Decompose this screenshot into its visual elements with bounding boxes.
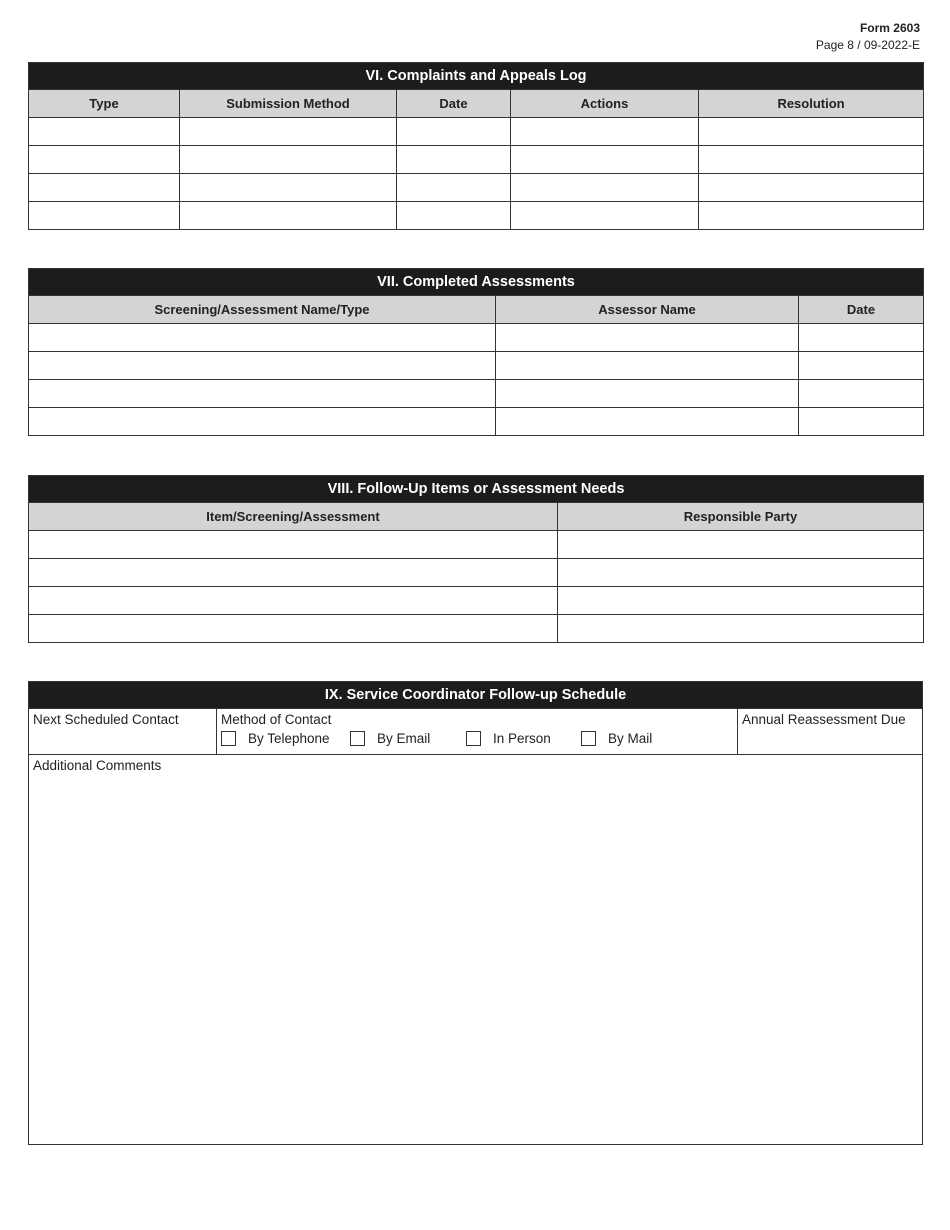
input-cell[interactable] xyxy=(799,380,924,408)
input-cell[interactable] xyxy=(180,146,397,174)
column-header: Submission Method xyxy=(180,90,397,118)
follow-up-schedule-table xyxy=(28,681,923,1145)
option-in-person[interactable] xyxy=(466,731,581,746)
table-row xyxy=(29,531,924,559)
input-cell[interactable] xyxy=(29,324,496,352)
table-row xyxy=(29,408,924,436)
section-title: VII. Completed Assessments xyxy=(29,269,924,296)
table-row xyxy=(29,615,924,643)
input-cell[interactable] xyxy=(496,324,799,352)
input-cell[interactable] xyxy=(699,118,924,146)
column-header: Screening/Assessment Name/Type xyxy=(29,296,496,324)
table-row xyxy=(29,587,924,615)
input-cell[interactable] xyxy=(29,531,558,559)
mail-checkbox[interactable] xyxy=(581,731,596,746)
input-cell[interactable] xyxy=(496,408,799,436)
additional-comments-field[interactable] xyxy=(29,755,923,1145)
input-cell[interactable] xyxy=(29,202,180,230)
column-header: Date xyxy=(397,90,511,118)
follow-up-items-table xyxy=(28,475,924,643)
input-cell[interactable] xyxy=(397,146,511,174)
input-cell[interactable] xyxy=(397,174,511,202)
input-cell[interactable] xyxy=(29,559,558,587)
section-title: VIII. Follow-Up Items or Assessment Needs xyxy=(29,476,924,503)
input-cell[interactable] xyxy=(699,202,924,230)
input-cell[interactable] xyxy=(511,174,699,202)
annual-reassessment-field[interactable] xyxy=(738,709,923,755)
table-row xyxy=(29,118,924,146)
column-header: Responsible Party xyxy=(558,503,924,531)
completed-assessments-table xyxy=(28,268,924,436)
option-mail[interactable] xyxy=(581,731,710,746)
option-telephone[interactable] xyxy=(221,731,350,746)
method-label: Method of Contact xyxy=(221,712,332,727)
table-row xyxy=(29,380,924,408)
comments-label: Additional Comments xyxy=(33,758,162,773)
input-cell[interactable] xyxy=(511,118,699,146)
option-label: By Telephone xyxy=(248,731,330,746)
page-info: Page 8 / 09-2022-E xyxy=(815,38,920,52)
input-cell[interactable] xyxy=(699,146,924,174)
input-cell[interactable] xyxy=(558,587,924,615)
section-title: IX. Service Coordinator Follow-up Schedule xyxy=(29,682,923,709)
column-header: Assessor Name xyxy=(496,296,799,324)
input-cell[interactable] xyxy=(799,352,924,380)
table-row xyxy=(29,146,924,174)
input-cell[interactable] xyxy=(29,118,180,146)
input-cell[interactable] xyxy=(180,118,397,146)
column-header: Type xyxy=(29,90,180,118)
input-cell[interactable] xyxy=(180,174,397,202)
table-row xyxy=(29,202,924,230)
input-cell[interactable] xyxy=(29,146,180,174)
input-cell[interactable] xyxy=(397,202,511,230)
section-title: VI. Complaints and Appeals Log xyxy=(29,63,924,90)
column-header: Item/Screening/Assessment xyxy=(29,503,558,531)
input-cell[interactable] xyxy=(29,380,496,408)
input-cell[interactable] xyxy=(558,615,924,643)
input-cell[interactable] xyxy=(397,118,511,146)
form-header xyxy=(816,20,920,54)
input-cell[interactable] xyxy=(496,380,799,408)
input-cell[interactable] xyxy=(511,146,699,174)
input-cell[interactable] xyxy=(558,531,924,559)
input-cell[interactable] xyxy=(29,408,496,436)
complaints-appeals-table xyxy=(28,62,924,230)
input-cell[interactable] xyxy=(799,408,924,436)
telephone-checkbox[interactable] xyxy=(221,731,236,746)
option-label: In Person xyxy=(493,731,551,746)
input-cell[interactable] xyxy=(496,352,799,380)
column-header: Actions xyxy=(511,90,699,118)
input-cell[interactable] xyxy=(29,615,558,643)
column-header: Resolution xyxy=(699,90,924,118)
input-cell[interactable] xyxy=(29,352,496,380)
input-cell[interactable] xyxy=(29,174,180,202)
input-cell[interactable] xyxy=(511,202,699,230)
next-scheduled-contact-field[interactable] xyxy=(29,709,217,755)
option-label: By Mail xyxy=(608,731,653,746)
annual-label: Annual Reassessment Due xyxy=(742,712,906,727)
table-row xyxy=(29,352,924,380)
table-row xyxy=(29,559,924,587)
in-person-checkbox[interactable] xyxy=(466,731,481,746)
option-email[interactable] xyxy=(350,731,466,746)
input-cell[interactable] xyxy=(180,202,397,230)
method-of-contact-field xyxy=(217,709,738,755)
input-cell[interactable] xyxy=(29,587,558,615)
next-contact-label: Next Scheduled Contact xyxy=(33,712,179,727)
email-checkbox[interactable] xyxy=(350,731,365,746)
form-number: Form 2603 xyxy=(859,21,920,35)
input-cell[interactable] xyxy=(799,324,924,352)
table-row xyxy=(29,324,924,352)
option-label: By Email xyxy=(377,731,431,746)
input-cell[interactable] xyxy=(699,174,924,202)
column-header: Date xyxy=(799,296,924,324)
table-row xyxy=(29,174,924,202)
input-cell[interactable] xyxy=(558,559,924,587)
